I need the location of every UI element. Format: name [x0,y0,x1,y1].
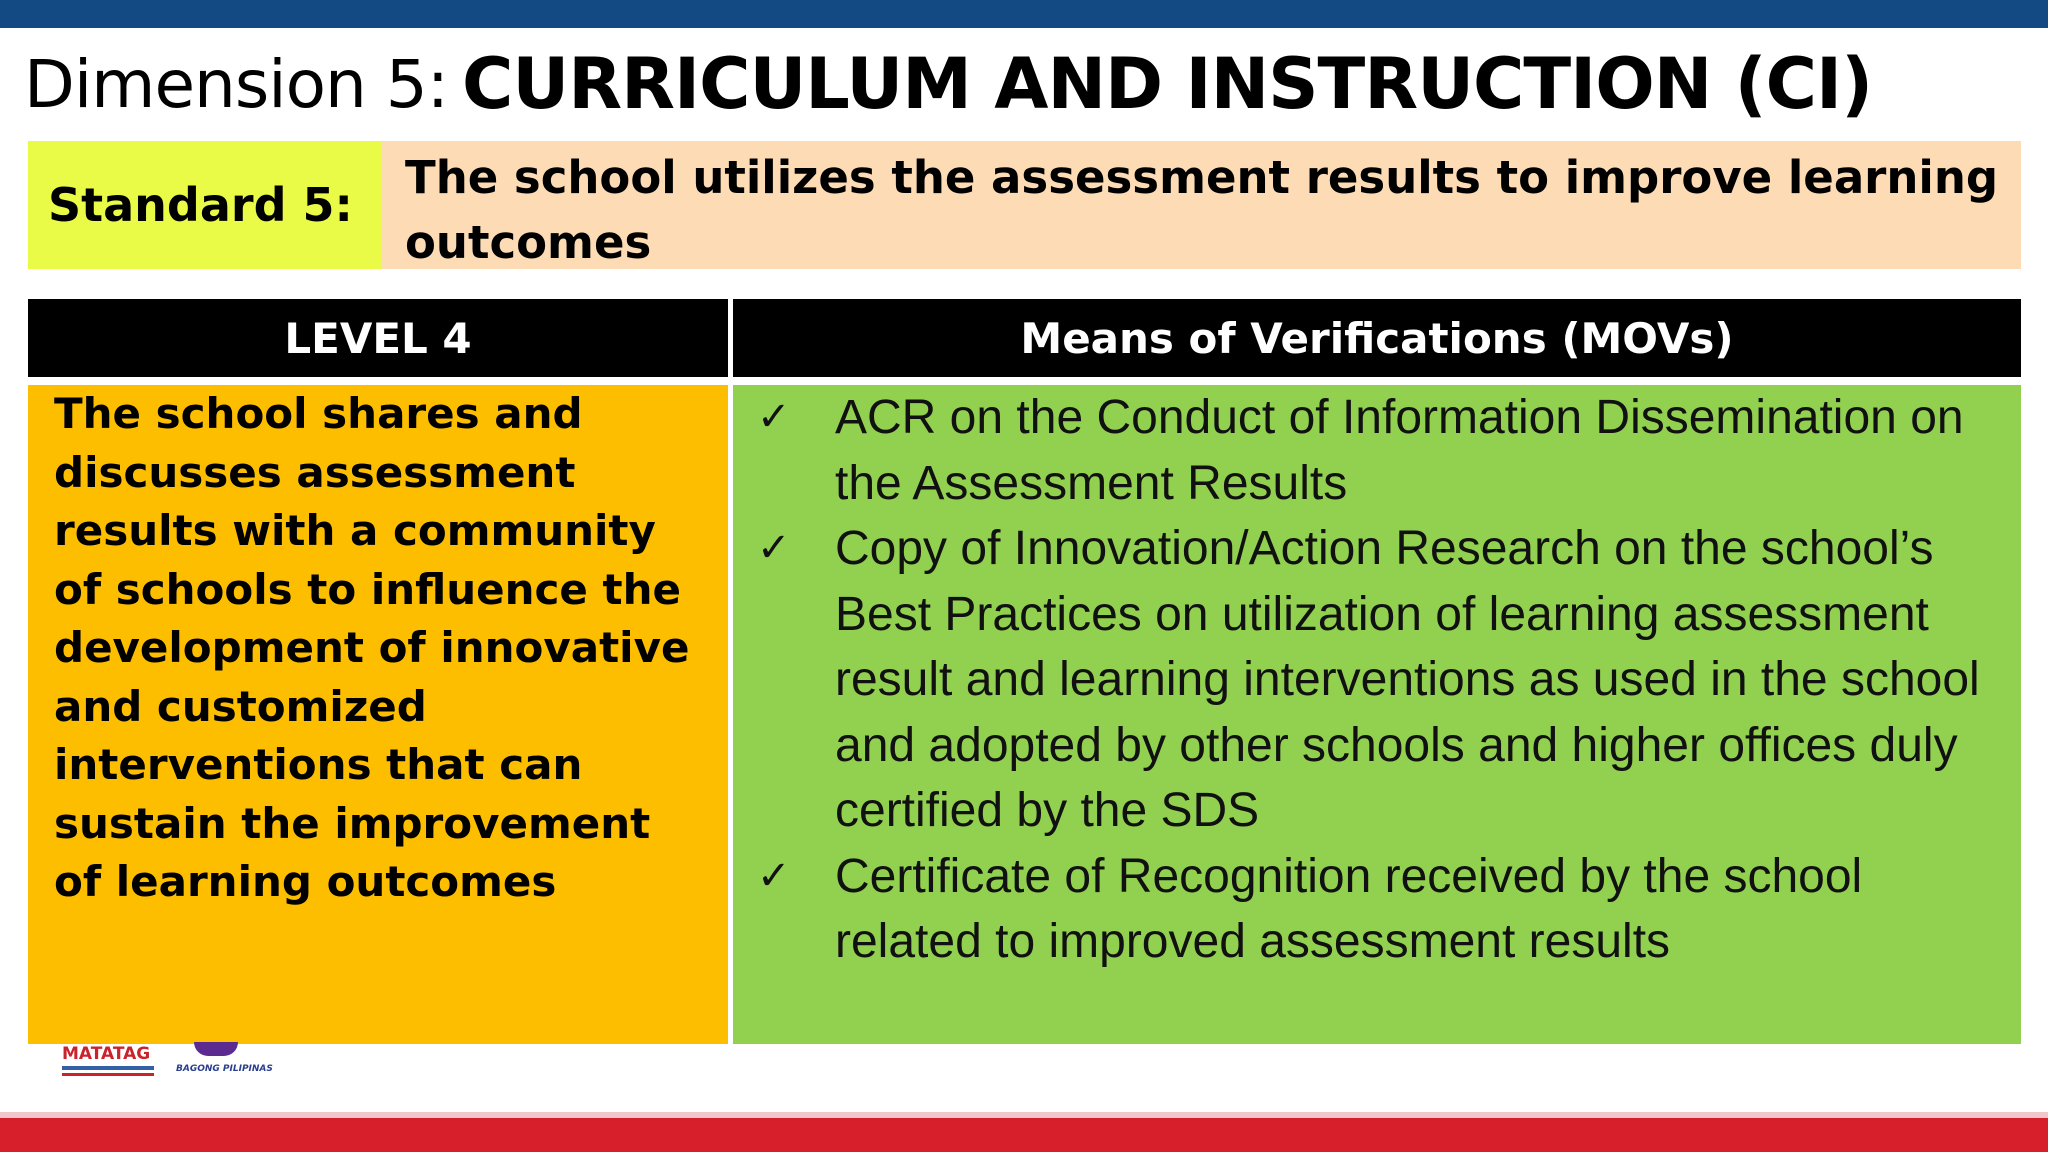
header-movs: Means of Verifications (MOVs) [733,299,2021,377]
standard-label: Standard 5: [28,141,381,269]
header-level: LEVEL 4 [28,299,728,377]
list-item [733,844,2001,975]
movs-list [733,385,2001,975]
standard-text: The school utilizes the assessment results to improve learning outcomes [381,141,2021,269]
list-item [733,385,2001,516]
level-movs-table [28,299,2021,1044]
standard-row [28,141,2021,269]
matatag-logo-stripe [62,1066,154,1070]
page-title [24,36,1872,132]
mov-text: Certificate of Recognition received by the school related to improved assessment results [835,849,1863,968]
title-prefix: Dimension 5: [24,45,449,123]
bagong-pilipinas-logo-icon [194,1042,238,1056]
list-item [733,516,2001,844]
mov-text: Copy of Innovation/Action Research on the school’s Best Practices on utilization of learning assessment result and learning interventions as used in the school and adopted by other schools and higher offices duly certified by the SDS [835,522,1980,837]
checkmark-icon: ✓ [757,525,791,571]
movs-cell [733,385,2021,1044]
checkmark-icon: ✓ [757,852,791,899]
top-accent-bar [0,0,2048,28]
mov-text: ACR on the Conduct of Information Dissemination on the Assessment Results [835,391,1964,510]
bottom-accent-bar [0,1118,2048,1152]
checkmark-icon: ✓ [757,394,791,440]
level-description: The school shares and discusses assessment results with a community of schools to influence the development of innovative and customized interventions that can sustain the improvement of learning outcomes [28,385,728,1044]
matatag-logo: MATATAG [62,1044,151,1064]
bagong-pilipinas-logo: BAGONG PILIPINAS [176,1064,273,1074]
footer-logos [62,1042,292,1080]
title-main: CURRICULUM AND INSTRUCTION (CI) [462,43,1873,125]
matatag-logo-stripe [62,1073,154,1076]
